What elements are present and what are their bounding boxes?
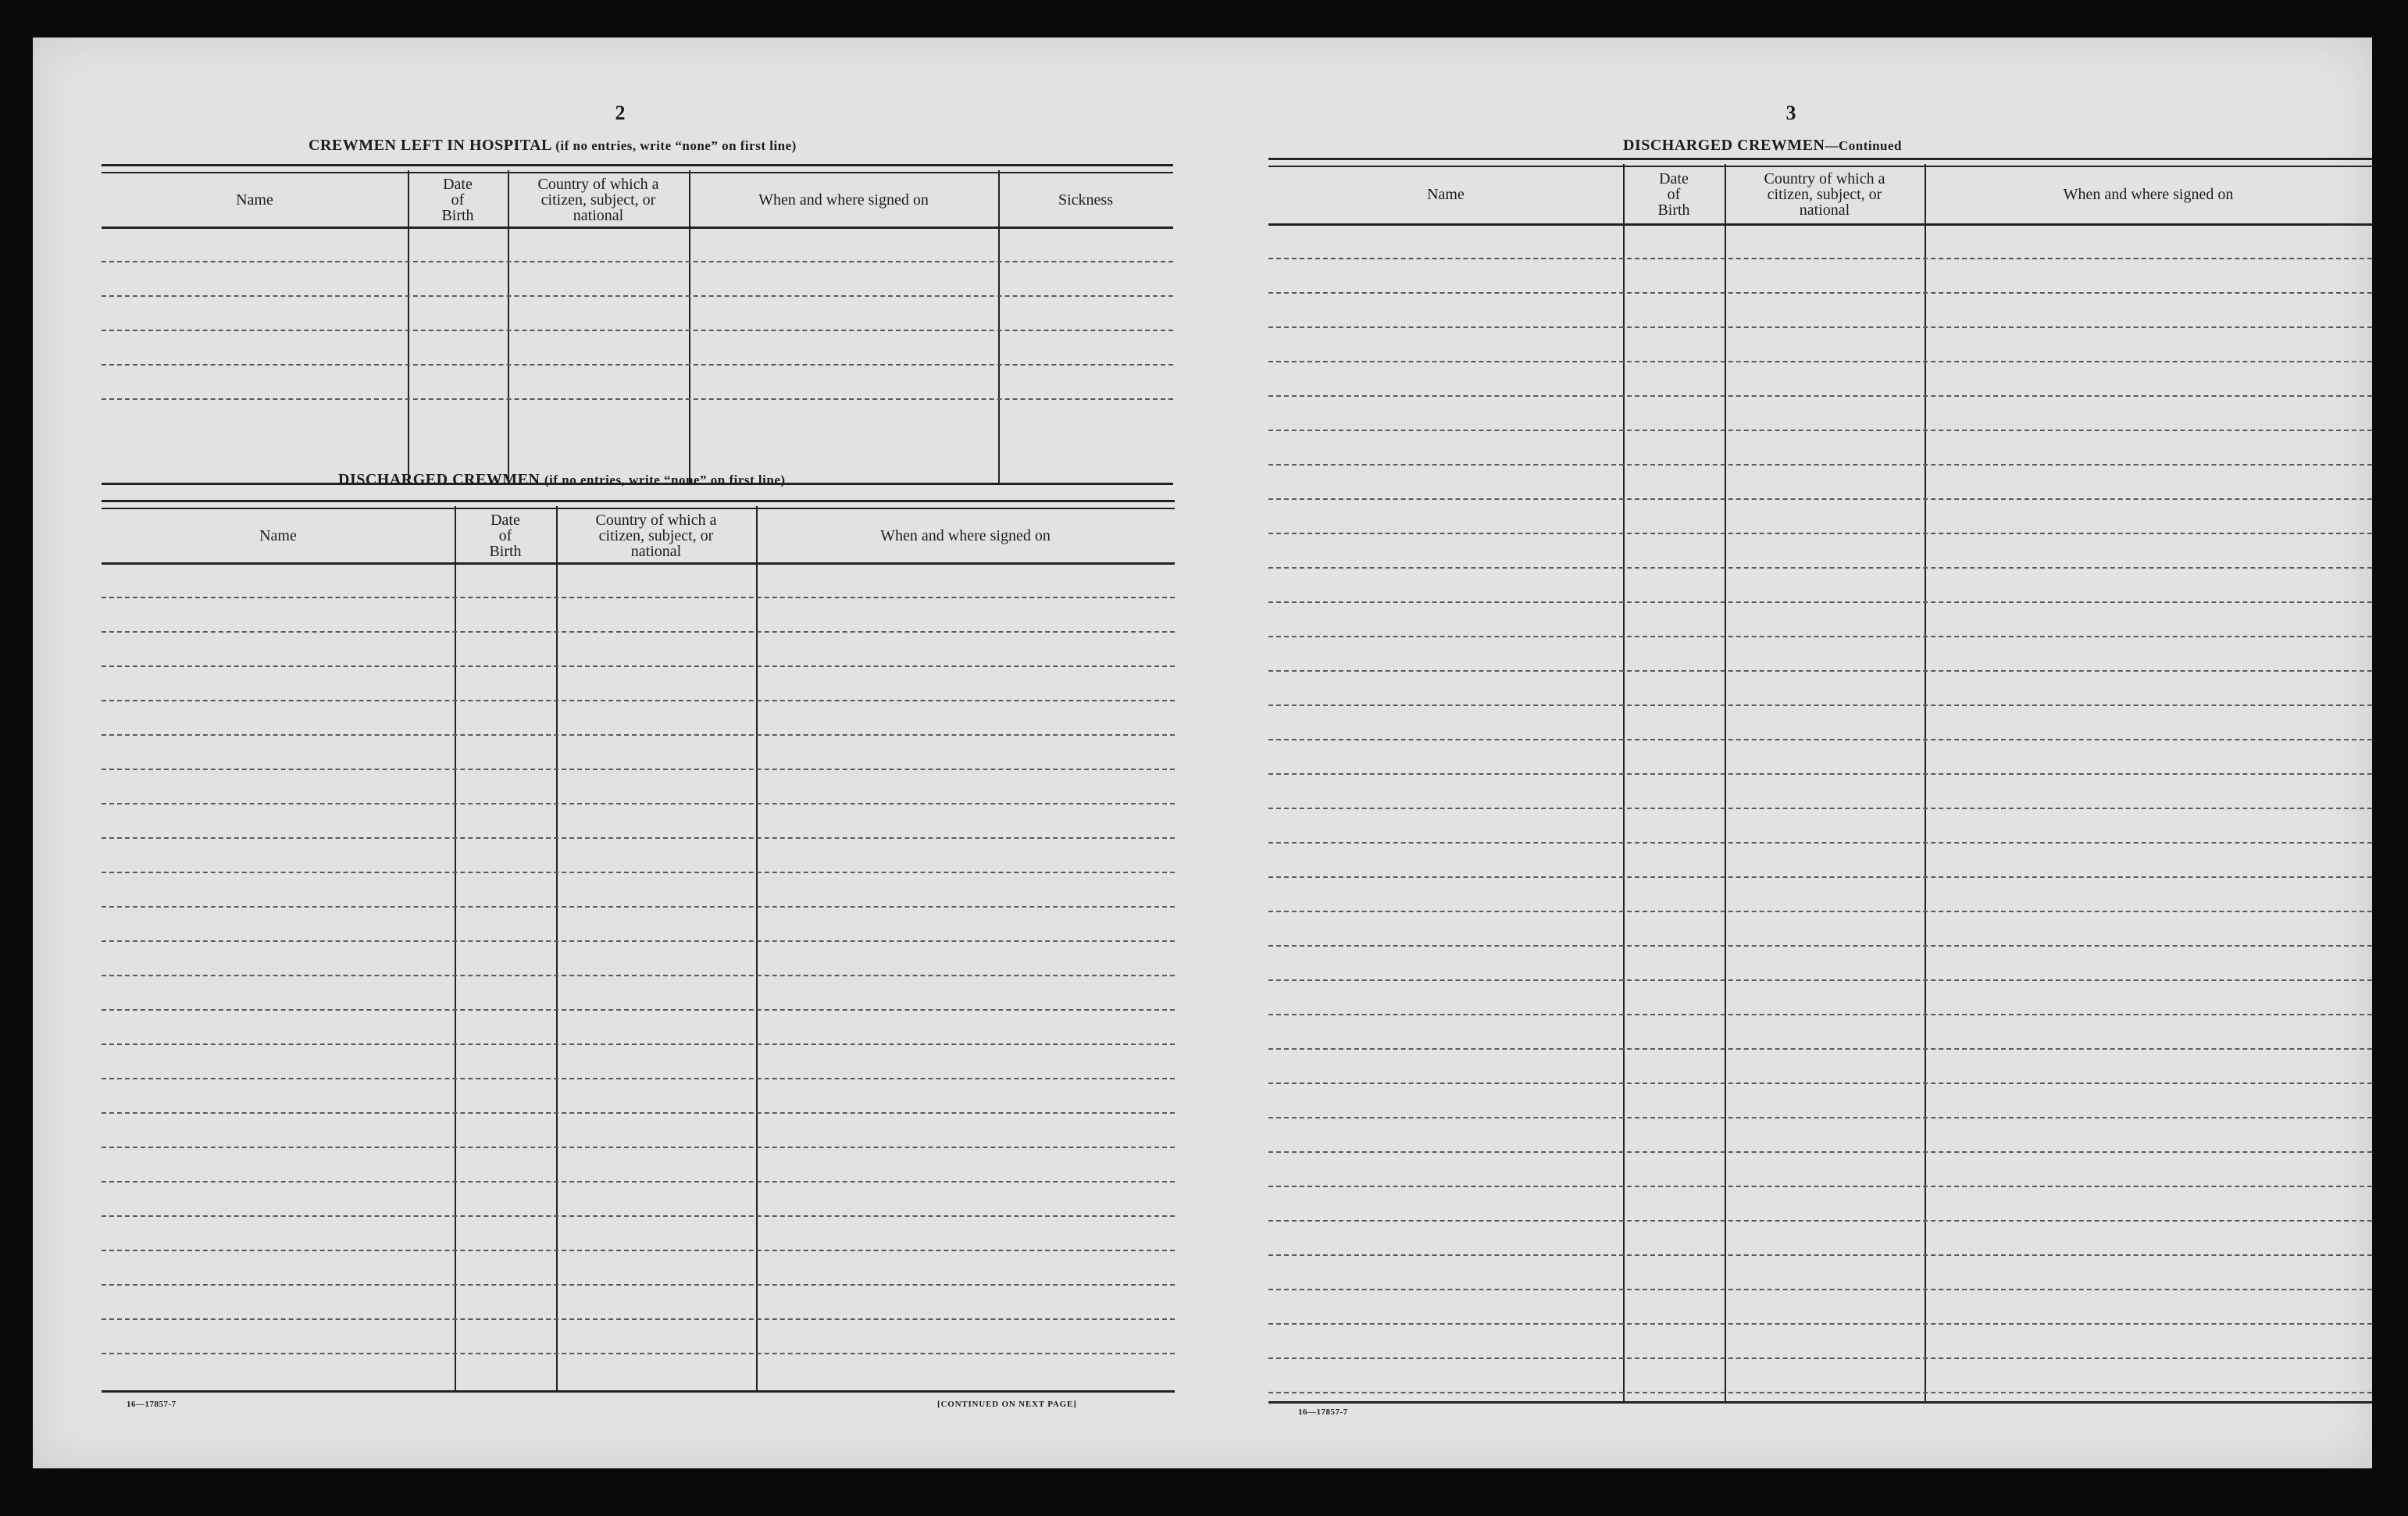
column-divider xyxy=(998,170,1000,483)
column-header-sickness: Sickness xyxy=(1058,191,1113,209)
entry-line xyxy=(1268,498,2372,500)
entry-line xyxy=(102,398,1173,400)
entry-line xyxy=(1268,430,2372,431)
entry-line xyxy=(1268,258,2372,259)
entry-line xyxy=(1268,1392,2372,1393)
entry-line xyxy=(1268,773,2372,775)
entry-line xyxy=(102,364,1173,366)
entry-line xyxy=(102,1009,1175,1011)
section-title-discharged-continued xyxy=(1623,137,1902,155)
entry-line xyxy=(1268,1289,2372,1290)
continued-note: [CONTINUED ON NEXT PAGE] xyxy=(937,1400,1077,1409)
entry-line xyxy=(1268,808,2372,809)
entry-line xyxy=(1268,945,2372,947)
column-header-signed-on: When and where signed on xyxy=(880,527,1051,544)
column-header-name: Name xyxy=(1427,186,1464,203)
column-divider xyxy=(689,170,690,483)
discharged-table xyxy=(102,500,1175,1390)
column-divider xyxy=(455,506,456,1390)
entry-line xyxy=(1268,1048,2372,1050)
column-header-date-of-birth: Date of Birth xyxy=(441,176,474,224)
entry-line xyxy=(102,295,1173,297)
entry-line xyxy=(102,1043,1175,1045)
entry-line xyxy=(1268,567,2372,569)
entry-line xyxy=(102,1215,1175,1217)
hospital-table xyxy=(102,164,1173,483)
entry-line xyxy=(1268,395,2372,397)
entry-line xyxy=(102,769,1175,770)
form-code: 16—17857-7 xyxy=(127,1400,177,1409)
entry-line xyxy=(1268,636,2372,637)
entry-line xyxy=(102,330,1173,331)
entry-line xyxy=(102,631,1175,633)
column-header-country: Country of which a citizen, subject, or national xyxy=(595,512,717,560)
column-header-country: Country of which a citizen, subject, or national xyxy=(1764,170,1885,219)
column-header-date-of-birth: Date of Birth xyxy=(1657,170,1690,219)
column-header-name: Name xyxy=(259,527,297,544)
column-divider xyxy=(556,506,558,1390)
page-number: 3 xyxy=(1785,102,1796,124)
section-title-hospital xyxy=(309,137,797,155)
section-title-text: DISCHARGED CREWMEN xyxy=(338,471,540,488)
entry-line xyxy=(102,1284,1175,1286)
entry-line xyxy=(102,261,1173,262)
entry-line xyxy=(1268,601,2372,603)
entry-line xyxy=(102,803,1175,804)
entry-line xyxy=(102,734,1175,736)
column-header-signed-on: When and where signed on xyxy=(758,191,929,209)
entry-line xyxy=(102,665,1175,667)
entry-line xyxy=(1268,1014,2372,1015)
form-code: 16—17857-7 xyxy=(1298,1407,1348,1417)
section-note: (if no entries, write “none” on first line) xyxy=(544,473,786,487)
entry-line xyxy=(1268,533,2372,534)
entry-line xyxy=(102,837,1175,839)
header-bottom-rule xyxy=(102,227,1173,229)
right-page xyxy=(1204,37,2372,1468)
entry-line xyxy=(1268,1186,2372,1187)
entry-line xyxy=(1268,1254,2372,1256)
column-divider xyxy=(756,506,758,1390)
table-bottom-rule xyxy=(1268,1401,2372,1404)
entry-line xyxy=(1268,361,2372,362)
entry-line xyxy=(102,1112,1175,1114)
discharged-continued-table xyxy=(1268,158,2372,1401)
entry-line xyxy=(1268,326,2372,328)
column-divider xyxy=(1925,164,1926,1401)
entry-line xyxy=(102,906,1175,908)
section-title-suffix: —Continued xyxy=(1825,138,1902,153)
entry-line xyxy=(1268,670,2372,672)
entry-line xyxy=(1268,1117,2372,1118)
entry-line xyxy=(1268,1357,2372,1359)
entry-line xyxy=(102,975,1175,976)
entry-line xyxy=(102,1078,1175,1079)
column-divider xyxy=(1725,164,1726,1401)
entry-line xyxy=(102,700,1175,701)
section-title-discharged xyxy=(338,471,786,489)
entry-line xyxy=(102,1353,1175,1354)
entry-line xyxy=(1268,1220,2372,1222)
form-sheet xyxy=(33,37,2372,1468)
entry-line xyxy=(1268,979,2372,981)
entry-line xyxy=(102,940,1175,942)
left-page xyxy=(33,37,1181,1468)
entry-line xyxy=(1268,739,2372,740)
column-header-date-of-birth: Date of Birth xyxy=(489,512,522,560)
header-bottom-rule xyxy=(102,562,1175,565)
column-header-country: Country of which a citizen, subject, or national xyxy=(537,176,659,224)
entry-line xyxy=(1268,1083,2372,1084)
section-title-text: DISCHARGED CREWMEN xyxy=(1623,137,1825,154)
entry-line xyxy=(102,1147,1175,1148)
entry-line xyxy=(1268,704,2372,706)
entry-line xyxy=(102,872,1175,873)
entry-line xyxy=(102,597,1175,598)
entry-line xyxy=(1268,911,2372,912)
entry-line xyxy=(102,1181,1175,1182)
entry-line xyxy=(102,1250,1175,1251)
section-title-text: CREWMEN LEFT IN HOSPITAL xyxy=(309,137,551,154)
column-header-name: Name xyxy=(236,191,273,209)
entry-line xyxy=(102,1318,1175,1320)
column-divider xyxy=(1623,164,1625,1401)
entry-line xyxy=(1268,876,2372,878)
entry-line xyxy=(1268,1151,2372,1153)
page-number: 2 xyxy=(615,102,626,124)
column-header-signed-on: When and where signed on xyxy=(2063,186,2234,203)
column-divider xyxy=(508,170,509,483)
header-bottom-rule xyxy=(1268,223,2372,226)
entry-line xyxy=(1268,464,2372,466)
entry-line xyxy=(1268,292,2372,294)
entry-line xyxy=(1268,842,2372,844)
section-note: (if no entries, write “none” on first line) xyxy=(555,138,797,153)
table-bottom-rule xyxy=(102,1390,1175,1393)
entry-line xyxy=(1268,1323,2372,1325)
column-divider xyxy=(408,170,409,483)
